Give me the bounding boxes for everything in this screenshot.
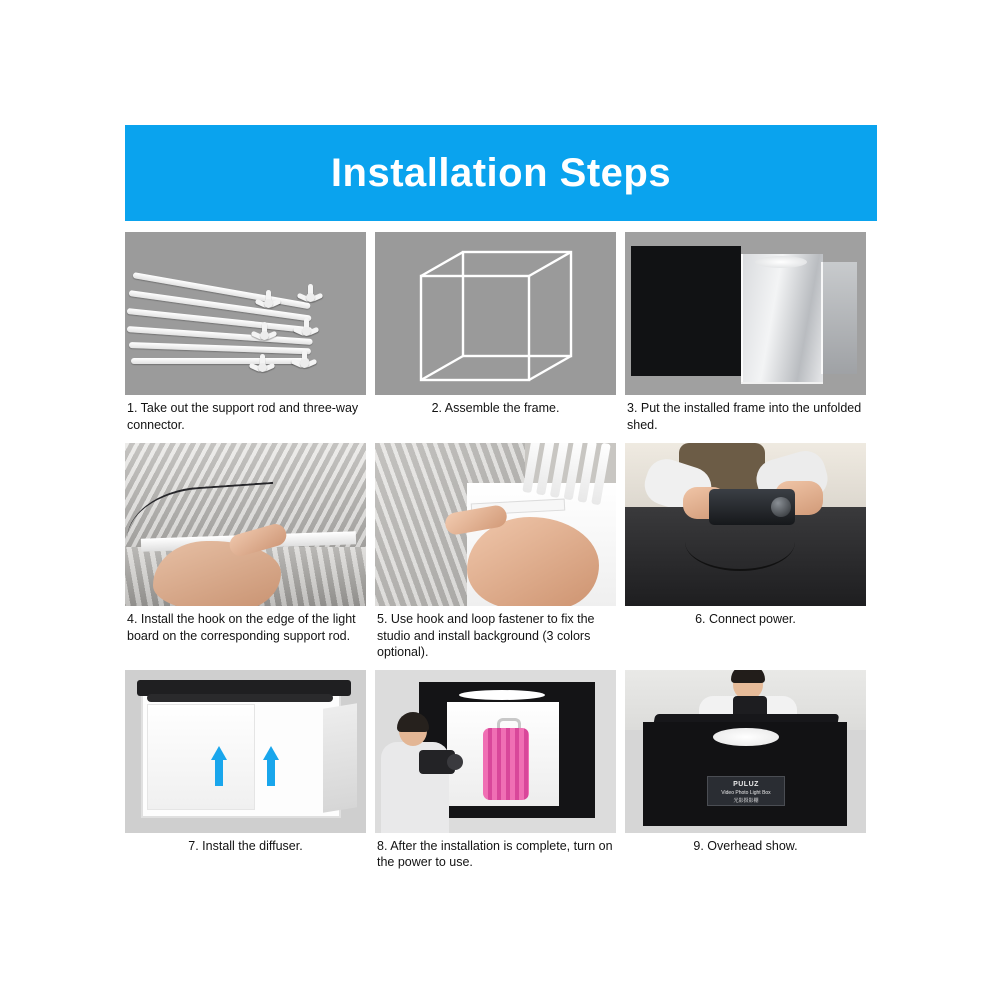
three-way-connector: [255, 290, 281, 316]
title-bar: [125, 125, 877, 221]
step-card-7: [125, 670, 366, 872]
step-caption-5: 5. Use hook and loop fastener to fix the studio and install background (3 colors optional).: [377, 612, 595, 659]
three-way-connector: [293, 318, 319, 344]
up-arrow-icon: [211, 746, 227, 786]
product-line-2: 光影摄影棚: [733, 797, 759, 804]
page-title: Installation Steps: [330, 151, 672, 195]
step-image-7: [125, 670, 366, 833]
step-image-4: [125, 443, 366, 606]
step-card-2: [375, 232, 616, 434]
step-card-9: [625, 670, 866, 872]
three-way-connector: [251, 322, 277, 348]
camera-lens: [447, 754, 463, 770]
step-image-9: [625, 670, 866, 833]
step-image-6: [625, 443, 866, 606]
step-caption-4: 4. Install the hook on the edge of the light board on the corresponding support rod.: [127, 612, 356, 643]
installation-sheet: [125, 125, 877, 875]
step-caption-1: 1. Take out the support rod and three-way connector.: [127, 401, 359, 432]
step-caption-7: 7. Install the diffuser.: [188, 838, 303, 853]
step-caption-2: 2. Assemble the frame.: [431, 401, 560, 415]
step-image-8: [375, 670, 616, 833]
step-card-4: [125, 443, 366, 661]
shed-side-panel: [823, 262, 857, 374]
step-image-3: [625, 232, 866, 395]
step-card-3: [625, 232, 866, 434]
photographer-hair: [731, 670, 765, 683]
dimmer-knob: [771, 497, 791, 517]
step-image-2: [375, 232, 616, 395]
diffuser-panel: [147, 704, 255, 810]
product-brand: PULUZ: [733, 780, 759, 788]
three-way-connector: [249, 354, 275, 380]
shed-black-panel: [631, 246, 741, 376]
step-caption-8: 8. After the installation is complete, turn on the power to use.: [377, 838, 613, 869]
product-label: [707, 776, 785, 806]
pink-suitcase-subject: [483, 728, 529, 800]
light-box-side: [323, 703, 357, 812]
step-caption-9: 9. Overhead show.: [693, 838, 798, 853]
light-board: [755, 256, 807, 268]
step-card-6: [625, 443, 866, 661]
shed-silver-interior: [741, 254, 823, 382]
product-line-1: Video Photo Light Box: [721, 790, 771, 796]
overhead-light-panel: [713, 728, 779, 746]
step-image-1: [125, 232, 366, 395]
step-card-5: [375, 443, 616, 661]
step-card-1: [125, 232, 366, 434]
step-card-8: [375, 670, 616, 872]
hand: [153, 541, 281, 606]
power-dimmer-controller: [709, 489, 795, 525]
three-way-connector: [297, 284, 323, 310]
step-caption-6: 6. Connect power.: [695, 612, 796, 626]
three-way-connector: [291, 350, 317, 376]
led-light-panel: [459, 690, 545, 700]
step-image-5: [375, 443, 616, 606]
photographer: [375, 716, 453, 833]
support-rail: [147, 694, 333, 702]
wireframe-cube-icon: [375, 232, 616, 395]
step-caption-3: 3. Put the installed frame into the unfolded shed.: [627, 401, 862, 432]
camera: [419, 750, 455, 774]
steps-grid: [125, 232, 877, 872]
up-arrow-icon: [263, 746, 279, 786]
